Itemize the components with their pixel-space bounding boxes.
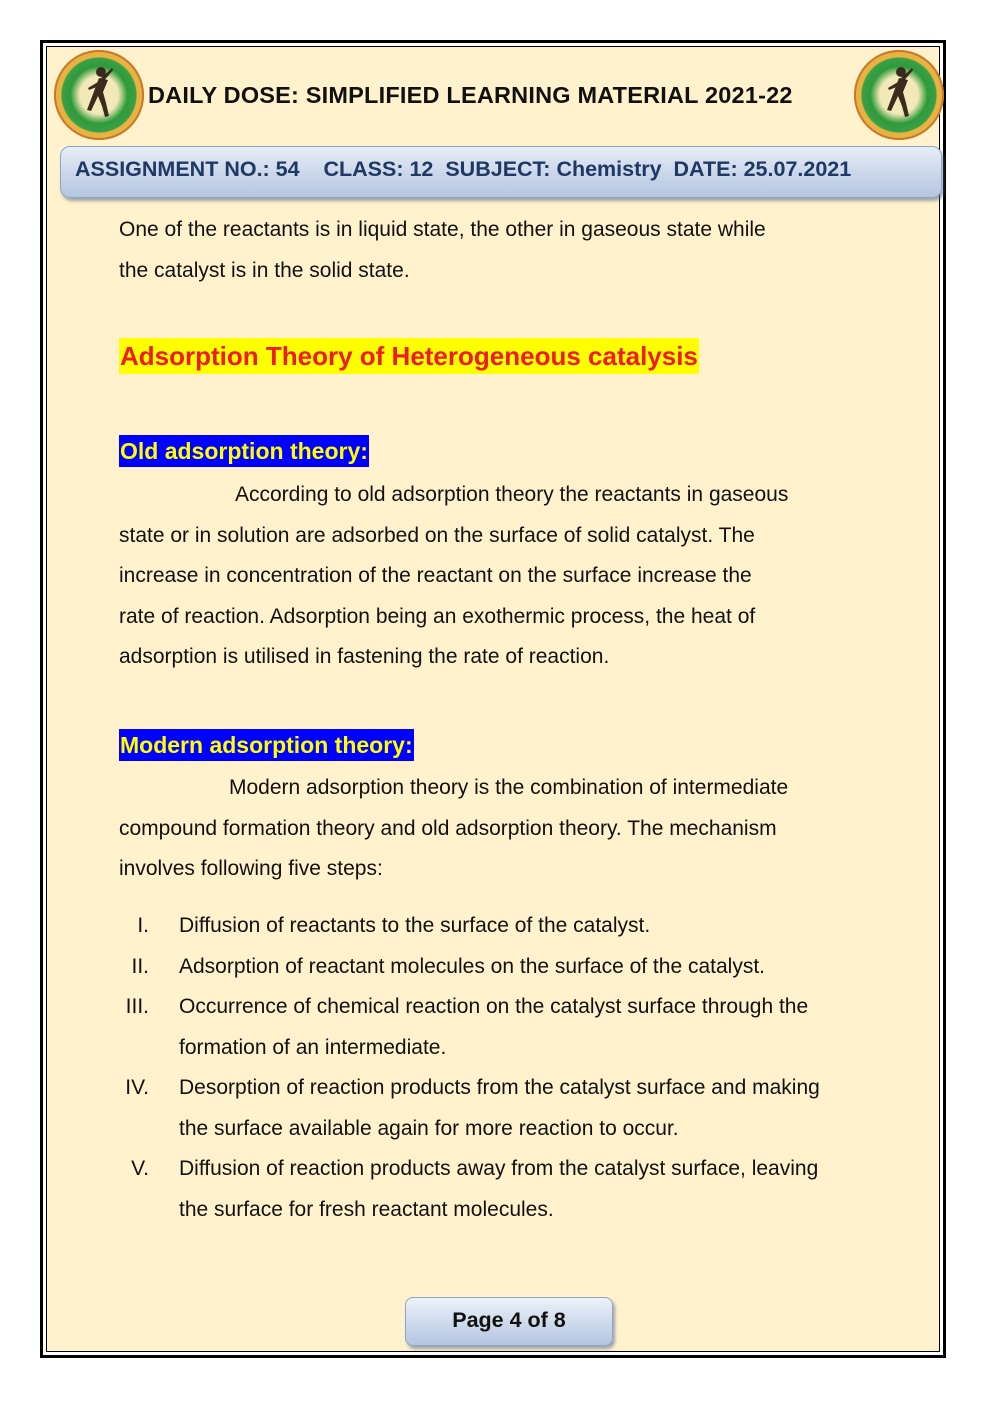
paragraph-line: compound formation theory and old adsorption theory. The mechanism (119, 816, 777, 840)
paragraph-line: increase in concentration of the reactant on the surface increase the (119, 564, 752, 587)
section-title: Adsorption Theory of Heterogeneous catalysis (119, 338, 699, 374)
step-text: Desorption of reaction products from the catalyst surface and making (179, 1076, 820, 1099)
step-text: Occurrence of chemical reaction on the catalyst surface through the (179, 995, 809, 1018)
list-item (119, 947, 909, 988)
list-item (119, 1068, 909, 1149)
step-number: V. (131, 1157, 149, 1180)
paragraph-line: state or in solution are adsorbed on the surface of solid catalyst. The (119, 523, 755, 547)
runner-figure-icon (84, 66, 114, 118)
list-item (119, 1149, 909, 1230)
intro-line: One of the reactants is in liquid state, the other in gaseous state while (119, 218, 766, 241)
step-number: III. (125, 995, 149, 1018)
step-number: I. (137, 914, 149, 937)
step-text: the surface for fresh reactant molecules. (179, 1197, 554, 1221)
assignment-info: ASSIGNMENT NO.: 54 CLASS: 12 SUBJECT: Chemistry DATE: 25.07.2021 (75, 157, 852, 181)
paragraph-line: rate of reaction. Adsorption being an exothermic process, the heat of (119, 604, 756, 628)
modern-theory-heading: Modern adsorption theory: (119, 729, 414, 761)
document-title: DAILY DOSE: SIMPLIFIED LEARNING MATERIAL 2021-22 (148, 82, 793, 108)
paragraph-line: According to old adsorption theory the reactants in gaseous (235, 483, 789, 506)
modern-theory-paragraph (119, 768, 879, 890)
step-text: Diffusion of reaction products away from the catalyst surface, leaving (179, 1157, 819, 1180)
intro-paragraph (119, 210, 879, 291)
step-number: IV. (125, 1076, 149, 1099)
step-text: Adsorption of reactant molecules on the surface of the catalyst. (179, 954, 765, 978)
list-item (119, 987, 909, 1068)
school-emblem-icon (54, 50, 144, 140)
mechanism-steps-list (119, 906, 909, 1230)
old-theory-heading: Old adsorption theory: (119, 435, 369, 467)
paragraph-line: adsorption is utilised in fastening the rate of reaction. (119, 645, 610, 668)
intro-line: the catalyst is in the solid state. (119, 258, 410, 282)
school-emblem-icon (854, 50, 944, 140)
page-number: Page 4 of 8 (452, 1308, 566, 1332)
step-text: formation of an intermediate. (179, 1035, 447, 1059)
step-number: II. (131, 954, 149, 978)
step-text: the surface available again for more reaction to occur. (179, 1116, 679, 1140)
paragraph-line: Modern adsorption theory is the combination of intermediate (229, 776, 789, 799)
paragraph-line: involves following five steps: (119, 857, 383, 880)
old-theory-paragraph (119, 475, 879, 678)
list-item (119, 906, 909, 947)
runner-figure-icon (884, 66, 914, 118)
step-text: Diffusion of reactants to the surface of the catalyst. (179, 914, 651, 937)
